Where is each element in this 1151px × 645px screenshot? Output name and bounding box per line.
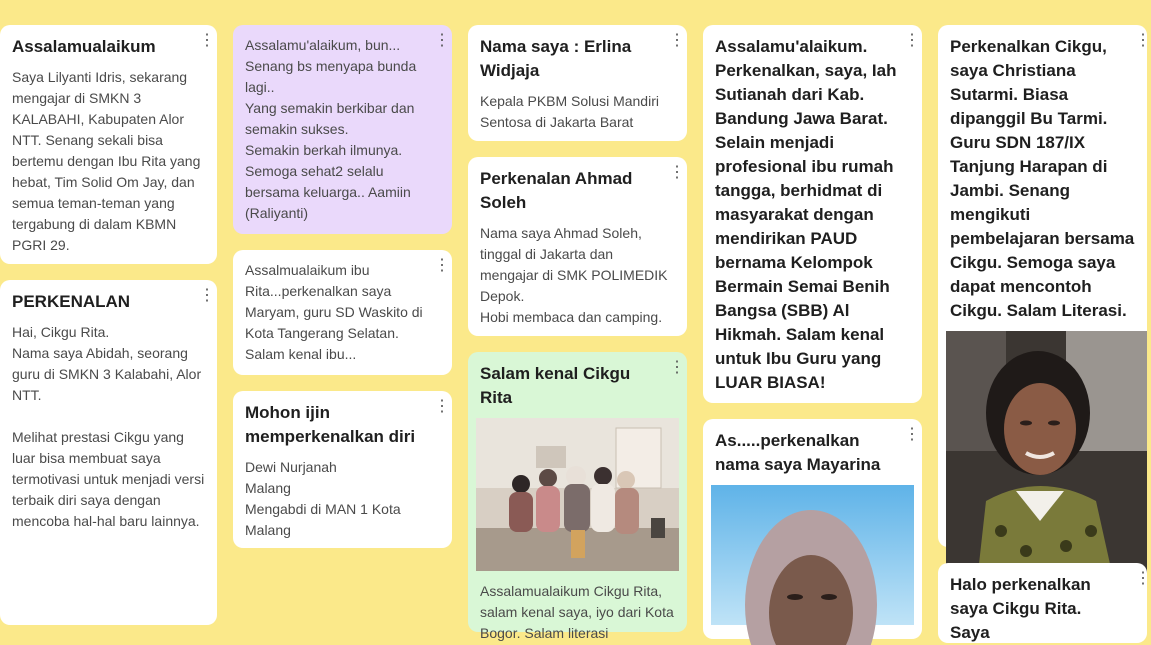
portrait-photo[interactable]: [946, 331, 1151, 591]
post-body: Perkenalkan Cikgu, saya Christiana Sutarmi. Biasa dipanggil Bu Tarmi. Guru SDN 187/IX Tanjung Harapan di Jambi. Senang mengikuti pembelajaran bersama Cikgu. Semoga saya dapat mencontoh Cikgu. Salam Literasi.: [950, 37, 1135, 320]
post-card[interactable]: [703, 25, 922, 403]
post-title: Salam kenal Cikgu Rita: [480, 364, 631, 407]
more-vertical-icon[interactable]: ⋮: [904, 426, 920, 443]
post-title: Mohon ijin memperkenalkan diri: [245, 403, 416, 446]
post-body: Kepala PKBM Solusi Mandiri Sentosa di Jakarta Barat: [480, 93, 659, 130]
post-card[interactable]: [468, 25, 687, 141]
post-card[interactable]: [468, 352, 687, 641]
more-vertical-icon[interactable]: ⋮: [434, 32, 450, 49]
more-vertical-icon[interactable]: ⋮: [669, 164, 685, 181]
more-vertical-icon[interactable]: ⋮: [1135, 570, 1151, 587]
more-vertical-icon[interactable]: ⋮: [669, 32, 685, 49]
post-title: PERKENALAN: [12, 292, 131, 311]
post-title: Halo perkenalkan saya Cikgu Rita. Saya: [950, 575, 1091, 642]
selfie-photo-image: [711, 485, 914, 625]
post-body: Assalmualaikum ibu Rita...perkenalkan saya Maryam, guru SD Waskito di Kota Tangerang Selatan. Salam kenal ibu...: [245, 262, 423, 362]
post-body: Dewi Nurjanah Malang Mengabdi di MAN 1 Kota Malang: [245, 459, 401, 538]
portrait-photo-image: [946, 331, 1151, 591]
post-title: Perkenalan Ahmad Soleh: [480, 169, 633, 212]
more-vertical-icon[interactable]: ⋮: [669, 359, 685, 376]
post-body: Assalamu'alaikum, bun... Senang bs menyapa bunda lagi.. Yang semakin berkibar dan semakin sukses. Semakin berkah ilmunya. Semoga sehat2 selalu bersama keluarga.. Aamiin (Raliyanti): [245, 37, 417, 221]
selfie-photo[interactable]: [711, 485, 914, 625]
post-card[interactable]: [233, 250, 452, 375]
post-body: Hai, Cikgu Rita. Nama saya Abidah, seorang guru di SMKN 3 Kalabahi, Alor NTT. Melihat prestasi Cikgu yang luar bisa membuat saya termotivasi untuk menjadi versi terbaik diri saya dengan mencoba hal-hal baru lainnya.: [12, 324, 205, 529]
post-card[interactable]: [468, 157, 687, 336]
post-card[interactable]: [233, 391, 452, 548]
post-title: Nama saya : Erlina Widjaja: [480, 37, 632, 80]
post-body: Assalamu'alaikum. Perkenalkan, saya, Iah Sutianah dari Kab. Bandung Jawa Barat. Selain menjadi profesional ibu rumah tangga, berhidmat di masyarakat dengan mendirikan PAUD bernama Kelompok Bermain Semai Benih Bangsa (SBB) Al Hikmah. Salam kenal untuk Ibu Guru yang LUAR BIASA!: [715, 37, 897, 392]
more-vertical-icon[interactable]: ⋮: [199, 32, 215, 49]
post-body: Nama saya Ahmad Soleh, tinggal di Jakarta dan mengajar di SMK POLIMEDIK Depok. Hobi membaca dan camping.: [480, 225, 668, 325]
post-title: As.....perkenalkan nama saya Mayarina: [715, 431, 881, 474]
post-card[interactable]: [233, 25, 452, 234]
post-card[interactable]: [0, 25, 217, 264]
more-vertical-icon[interactable]: ⋮: [1135, 32, 1151, 49]
post-card[interactable]: [703, 419, 922, 639]
more-vertical-icon[interactable]: ⋮: [199, 287, 215, 304]
post-body: Saya Lilyanti Idris, sekarang mengajar di SMKN 3 KALABAHI, Kabupaten Alor NTT. Senang sekali bisa bertemu dengan Ibu Rita yang hebat, Tim Solid Om Jay, dan semua teman-teman yang tergabung di dalam KBMN PGRI 29.: [12, 69, 201, 253]
post-card[interactable]: [938, 563, 1151, 643]
post-card[interactable]: [938, 25, 1151, 547]
post-card[interactable]: [0, 280, 217, 625]
more-vertical-icon[interactable]: ⋮: [434, 398, 450, 415]
post-title: Assalamualaikum: [12, 37, 156, 56]
group-photo-image: [476, 418, 679, 571]
post-body: Assalamualaikum Cikgu Rita, salam kenal saya, iyo dari Kota Bogor. Salam literasi: [480, 583, 674, 641]
more-vertical-icon[interactable]: ⋮: [434, 257, 450, 274]
group-photo[interactable]: [476, 418, 679, 571]
more-vertical-icon[interactable]: ⋮: [904, 32, 920, 49]
